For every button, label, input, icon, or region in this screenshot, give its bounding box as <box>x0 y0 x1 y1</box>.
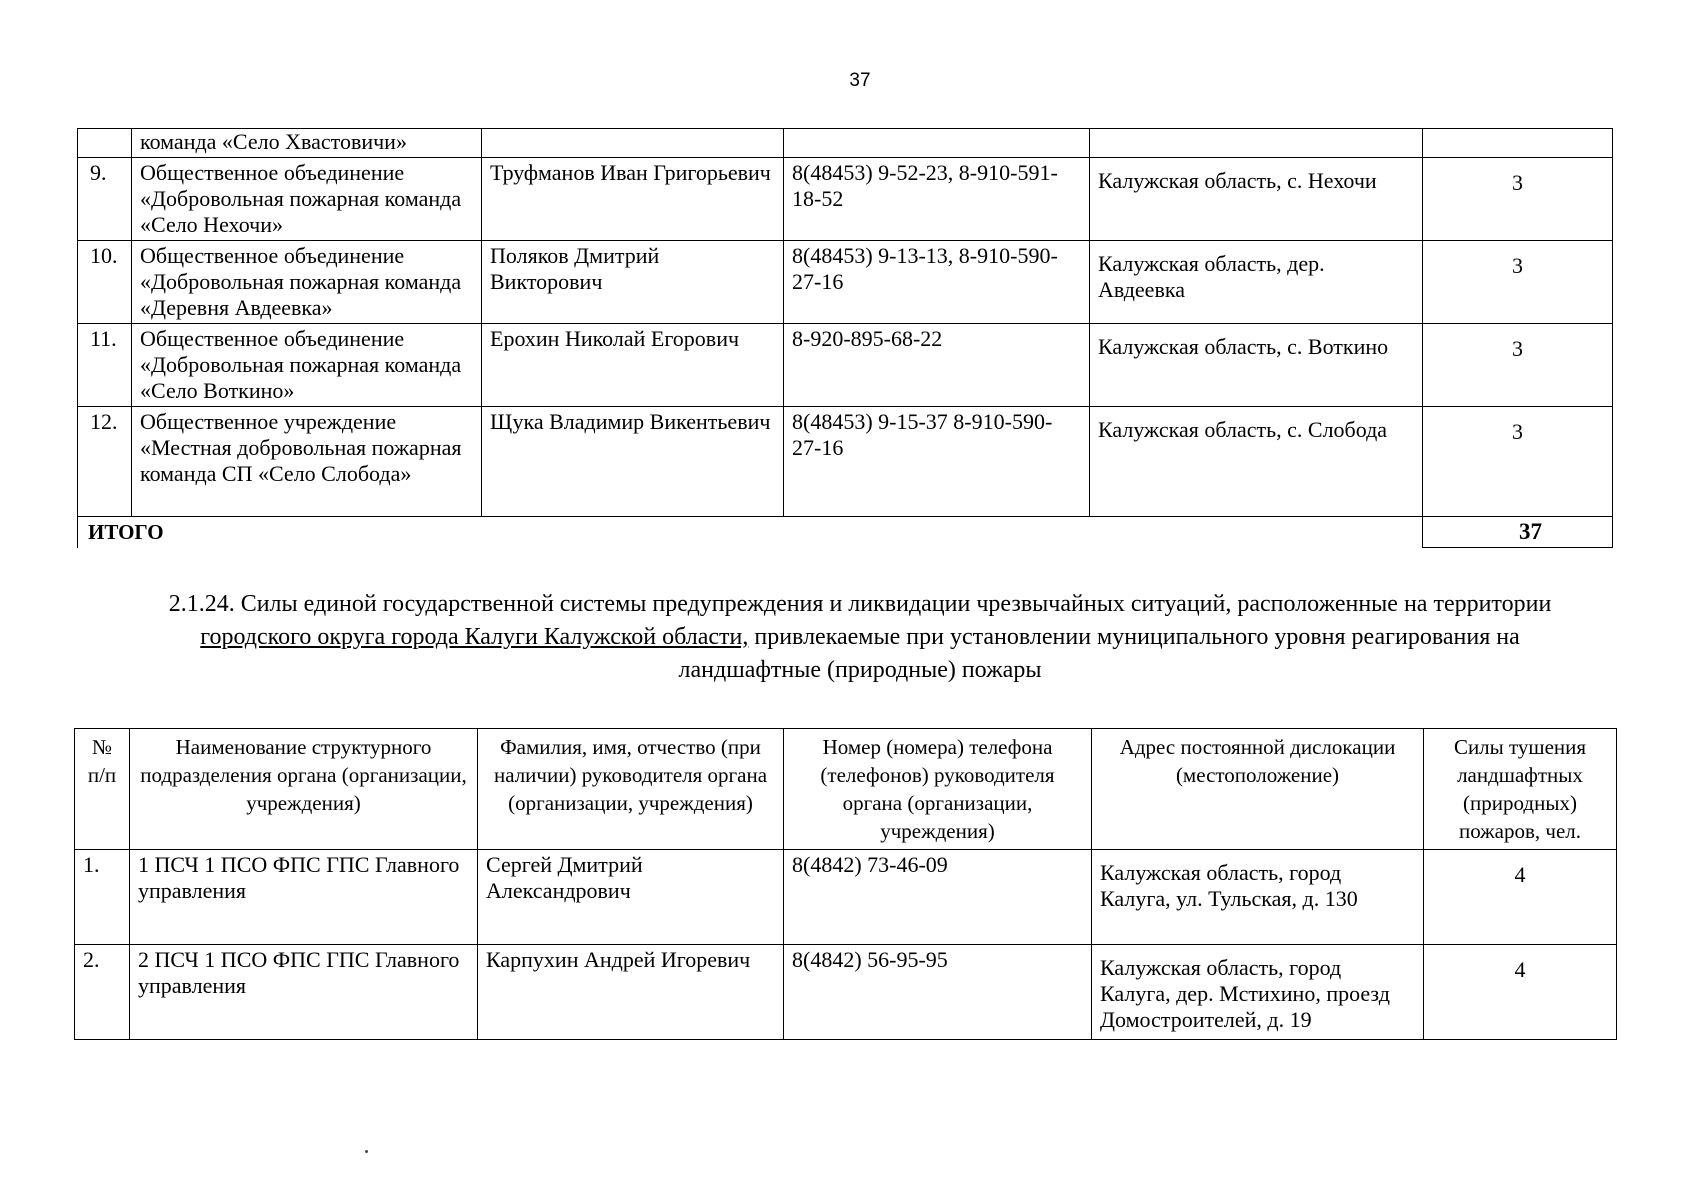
unit-name: 1 ПСЧ 1 ПСО ФПС ГПС Главного управления <box>130 850 478 945</box>
table-row <box>78 324 1613 407</box>
head-name: Труфманов Иван Григорьевич <box>482 158 784 241</box>
row-number: 10. <box>78 241 132 324</box>
header-phone: Номер (номера) телефона (телефонов) руководителя органа (организации, учреждения) <box>784 729 1092 850</box>
unit-name: команда «Село Хвастовичи» <box>132 129 482 158</box>
phone: 8(48453) 9-13-13, 8-910-590-27-16 <box>784 241 1090 324</box>
header-address: Адрес постоянной дислокации (местоположение) <box>1092 729 1424 850</box>
total-row <box>78 517 1613 548</box>
fire-teams-table <box>77 128 1613 548</box>
table-header-row <box>75 729 1617 850</box>
address: Калужская область, город Калуга, ул. Тульская, д. 130 <box>1092 850 1424 945</box>
phone: 8-920-895-68-22 <box>784 324 1090 407</box>
row-number: 12. <box>78 407 132 517</box>
emergency-forces-table <box>74 728 1617 1040</box>
forces-count: 3 <box>1423 158 1613 241</box>
section-heading-underlined: городского округа города Калуги Калужской области, <box>200 624 749 650</box>
phone: 8(4842) 56-95-95 <box>784 945 1092 1040</box>
forces-count: 4 <box>1424 945 1617 1040</box>
section-heading-end: привлекаемые при установлении муниципального уровня реагирования на ландшафтные (природные) пожары <box>678 624 1520 683</box>
row-number: 1. <box>75 850 130 945</box>
head-name: Ерохин Николай Егорович <box>482 324 784 407</box>
header-number: № п/п <box>75 729 130 850</box>
forces-count: 3 <box>1423 407 1613 517</box>
row-number: 2. <box>75 945 130 1040</box>
phone <box>784 129 1090 158</box>
table-row <box>75 945 1617 1040</box>
row-number: 11. <box>78 324 132 407</box>
table-row <box>75 850 1617 945</box>
address: Калужская область, город Калуга, дер. Мстихино, проезд Домостроителей, д. 19 <box>1092 945 1424 1040</box>
unit-name: Общественное объединение «Добровольная пожарная команда «Село Воткино» <box>132 324 482 407</box>
forces-count: 3 <box>1423 241 1613 324</box>
table-row <box>78 158 1613 241</box>
section-heading-start: 2.1.24. Силы единой государственной системы предупреждения и ликвидации чрезвычайных ситуаций, расположенные на территории <box>168 591 1552 617</box>
head-name <box>482 129 784 158</box>
header-unit-name: Наименование структурного подразделения органа (организации, учреждения) <box>130 729 478 850</box>
unit-name: Общественное учреждение «Местная добровольная пожарная команда СП «Село Слобода» <box>132 407 482 517</box>
page-number: 37 <box>849 70 871 91</box>
phone: 8(48453) 9-52-23, 8-910-591-18-52 <box>784 158 1090 241</box>
forces-count <box>1423 129 1613 158</box>
unit-name: Общественное объединение «Добровольная пожарная команда «Село Нехочи» <box>132 158 482 241</box>
forces-count: 4 <box>1424 850 1617 945</box>
row-number <box>78 129 132 158</box>
unit-name: 2 ПСЧ 1 ПСО ФПС ГПС Главного управления <box>130 945 478 1040</box>
total-value: 37 <box>1423 517 1613 548</box>
address: Калужская область, с. Нехочи <box>1090 158 1423 241</box>
header-forces: Силы тушения ландшафтных (природных) пожаров, чел. <box>1424 729 1617 850</box>
address: Калужская область, с. Воткино <box>1090 324 1423 407</box>
table-row <box>78 241 1613 324</box>
address <box>1090 129 1423 158</box>
forces-count: 3 <box>1423 324 1613 407</box>
row-number: 9. <box>78 158 132 241</box>
scan-speck <box>365 1150 368 1153</box>
phone: 8(48453) 9-15-37 8-910-590-27-16 <box>784 407 1090 517</box>
phone: 8(4842) 73-46-09 <box>784 850 1092 945</box>
address: Калужская область, с. Слобода <box>1090 407 1423 517</box>
table-row <box>78 129 1613 158</box>
unit-name: Общественное объединение «Добровольная пожарная команда «Деревня Авдеевка» <box>132 241 482 324</box>
head-name: Поляков Дмитрий Викторович <box>482 241 784 324</box>
section-heading <box>130 588 1590 687</box>
head-name: Щука Владимир Викентьевич <box>482 407 784 517</box>
head-name: Карпухин Андрей Игоревич <box>478 945 784 1040</box>
head-name: Сергей Дмитрий Александрович <box>478 850 784 945</box>
header-head-name: Фамилия, имя, отчество (при наличии) руководителя органа (организации, учреждения) <box>478 729 784 850</box>
address: Калужская область, дер. Авдеевка <box>1090 241 1423 324</box>
total-label: ИТОГО <box>78 517 1423 548</box>
table-row <box>78 407 1613 517</box>
